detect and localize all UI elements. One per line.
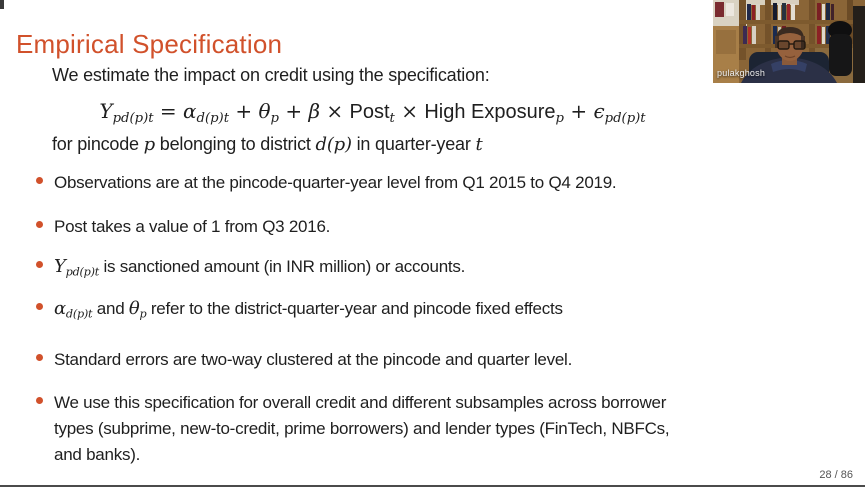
formula-caption: for pincode p belonging to district d(p) in quarter-year t: [52, 134, 483, 155]
bullet-line: We use this specification for overall credit and different subsamples across borrower: [54, 393, 667, 412]
bullet-text: Ypd(p)t is sanctioned amount (in INR million) or accounts.: [54, 256, 466, 279]
bullet-dot: [36, 261, 43, 268]
slide-page-indicator: 28 / 86: [819, 469, 853, 481]
bullet-text: [54, 390, 669, 468]
bullet-dot: [36, 397, 43, 404]
picture-frame: [715, 2, 724, 17]
bullet-text: Observations are at the pincode-quarter-year level from Q1 2015 to Q4 2019.: [54, 173, 617, 192]
participant-name-label: pulakghosh: [717, 68, 766, 78]
bullet-subsamples: [36, 390, 826, 468]
bullet-text: Post takes a value of 1 from Q3 2016.: [54, 217, 331, 236]
bullet-fixed-effects: [36, 296, 826, 327]
bullet-text: Standard errors are two-way clustered at the pincode and quarter level.: [54, 350, 573, 369]
bullet-dot: [36, 303, 43, 310]
picture-frame: [726, 3, 734, 16]
office-chair: [828, 21, 852, 76]
specification-formula: Ypd(p)t = αd(p)t + θp + β × Postt × High Exposurep + ϵpd(p)t: [99, 99, 646, 126]
bullet-text: αd(p)t and θp refer to the district-quarter-year and pincode fixed effects: [54, 298, 563, 321]
bullet-dot: [36, 221, 43, 228]
bullet-standard-errors: [36, 347, 826, 373]
bullet-dot: [36, 177, 43, 184]
slide-title: Empirical Specification: [16, 29, 283, 60]
intro-text: We estimate the impact on credit using the specification:: [52, 65, 490, 85]
window-corner-mark: [0, 0, 4, 9]
doorway: [853, 6, 865, 83]
bullet-line: and banks).: [54, 445, 141, 464]
webcam-video-tile[interactable]: [713, 0, 865, 83]
bullet-post-value: [36, 214, 826, 240]
bullet-dot: [36, 354, 43, 361]
bullet-line: types (subprime, new-to-credit, prime borrowers) and lender types (FinTech, NBFCs,: [54, 419, 670, 438]
cabinet-door: [716, 30, 736, 54]
bullet-observations: [36, 170, 826, 196]
bullet-outcome-variable: [36, 254, 826, 285]
